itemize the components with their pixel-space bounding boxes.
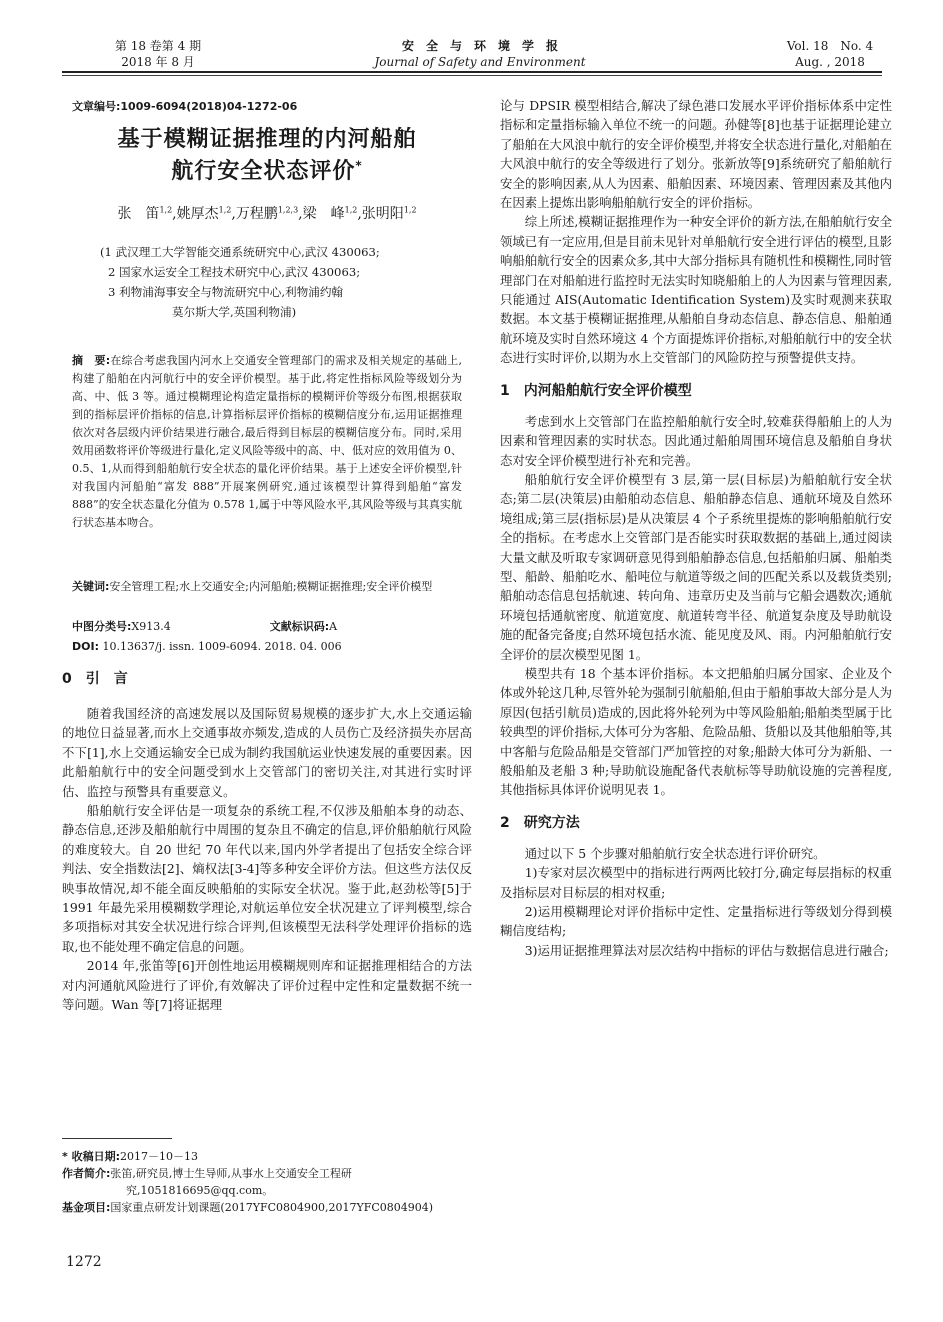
paper-title bbox=[62, 124, 472, 188]
article-number: 文章编号:1009-6094(2018)04-1272-06 bbox=[72, 100, 298, 113]
author-affil-mark: 1,2 bbox=[344, 205, 358, 215]
affiliation-line: 2 国家水运安全工程技术研究中心,武汉 430063; bbox=[108, 265, 361, 279]
author-affil-mark: 1,2 bbox=[159, 205, 173, 215]
author-name: 张 笛 bbox=[117, 206, 160, 222]
journal-name-cn: 安 全 与 环 境 学 报 bbox=[401, 39, 558, 53]
received-date: 2017－10－13 bbox=[119, 1150, 198, 1163]
header-rule-thin bbox=[62, 75, 882, 76]
clc-label: 中图分类号: bbox=[72, 620, 132, 633]
paragraph: 随着我国经济的高速发展以及国际贸易规模的逐步扩大,水上交通运输的地位日益显著,而水上交通事故亦频发,造成的人员伤亡及经济损失亦居高不下[1],水上交通运输安全已成为制约我国航运业快速发展的重要因素。因此船舶航行中的安全问题受到水上交管部门的密切关注,对其进行实时评估、监控与预警具有重要意义。 bbox=[62, 706, 472, 799]
author-name: 张明阳 bbox=[361, 206, 404, 222]
paragraph: 3)运用证据推理算法对层次结构中指标的评估与数据信息进行融合; bbox=[524, 942, 889, 958]
section-heading-method: 2 研究方法 bbox=[500, 814, 580, 831]
author-name: 姚厚杰 bbox=[176, 206, 219, 222]
doi-value: 10.13637/j. issn. 1009-6094. 2018. 04. 006 bbox=[102, 640, 342, 653]
page-number: 1272 bbox=[66, 1254, 102, 1270]
header-rule bbox=[62, 71, 882, 73]
doi bbox=[72, 638, 462, 656]
paragraph: 船舶航行安全评价模型有 3 层,第一层(目标层)为船舶航行安全状态;第二层(决策层)由船舶动态信息、船舶静态信息、通航环境及自然环境组成;第三层(指标层)是从决策层 4 个子系统里提炼的影响船舶航行安全的指标。在考虑水上交管部门是否能实时获取数据的基础上,通过阅读大量文献及听取专家调研意见得到船舶静态信息,包括船舶归属、船舶类型、船龄、船舶吃水、船吨位与航道等级之间的匹配关系以及载货类别;船舶动态信息包括航速、转向角、违章历史及当前与它船会遇数次;通航环境包括通航密度、航道宽度、航道转弯半径、航道复杂度及导助航设施的配备完备度;自然环境包括水流、能见度及风、雨。内河船舶航行安全评价的层次模型见图 1。 bbox=[500, 471, 892, 662]
journal-issue bbox=[98, 38, 218, 70]
issue-date: 2018 年 8 月 bbox=[121, 55, 195, 69]
journal-volume-en bbox=[770, 38, 890, 70]
abstract bbox=[72, 352, 462, 532]
left-column bbox=[62, 668, 472, 1015]
title-line-1: 基于模糊证据推理的内河船舶 bbox=[117, 127, 417, 152]
paragraph: 考虑到水上交管部门在监控船舶航行安全时,较难获得船舶上的人为因素和管理因素的实时状态。因此通过船舶周围环境信息及船舶自身状态对安全评价模型进行补充和完善。 bbox=[500, 413, 892, 468]
section-heading-intro: 0 引 言 bbox=[62, 671, 128, 687]
author-bio-label: 作者简介: bbox=[62, 1167, 111, 1180]
abstract-label: 摘 要: bbox=[72, 354, 111, 367]
doi-label: DOI: bbox=[72, 640, 99, 653]
author-name: 梁 峰 bbox=[302, 206, 345, 222]
footnote-author bbox=[62, 1165, 472, 1199]
affiliations bbox=[100, 242, 450, 322]
paragraph: 论与 DPSIR 模型相结合,解决了绿色港口发展水平评价指标体系中定性指标和定量指标输入单位不统一的问题。孙健等[8]也基于证据理论建立了船舶在大风浪中航行的安全评价模型,并将安全状态进行量化,对船舶在大风浪中航行的安全等级进行了划分。张新放等[9]系统研究了船舶航行安全的影响因素,从人为因素、船舶因素、环境因素、管理因素及其他内在因素上提炼出影响船舶航行安全的评价指标。 bbox=[500, 98, 892, 211]
paragraph: 2014 年,张笛等[6]开创性地运用模糊规则库和证据推理相结合的方法对内河通航风险进行了评价,有效解决了评价过程中定性和定量数据不统一等问题。Wan 等[7]将证据理 bbox=[62, 958, 472, 1013]
footnote-fund bbox=[62, 1199, 472, 1216]
fund-value: 国家重点研发计划课题(2017YFC0804900,2017YFC0804904) bbox=[110, 1201, 434, 1214]
author-affil-mark: 1,2,3 bbox=[277, 205, 299, 215]
paragraph: 通过以下 5 个步骤对船舶航行安全状态进行评价研究。 bbox=[524, 845, 826, 861]
author-affil-mark: 1,2 bbox=[403, 205, 417, 215]
title-footnote-mark: * bbox=[355, 158, 363, 173]
keywords bbox=[72, 578, 462, 596]
journal-name bbox=[330, 38, 630, 70]
author-list: 张 笛$^{1,2}$,姚厚杰$^{1,2}$,万程鹏$^{1,2,3}$,梁 峰$^{1,2}$,张明阳$^{1,2}$ bbox=[117, 205, 417, 222]
affiliation-line: (1 武汉理工大学智能交通系统研究中心,武汉 430063; bbox=[100, 245, 380, 259]
doc-code-label: 文献标识码: bbox=[269, 620, 330, 633]
title-line-2 bbox=[62, 156, 472, 188]
issue-volume: 第 18 卷第 4 期 bbox=[114, 39, 202, 53]
section-heading-model: 1 内河船舶航行安全评价模型 bbox=[500, 382, 692, 399]
paragraph: 模型共有 18 个基本评价指标。本文把船舶归属分国家、企业及个体或外轮这几种,尽管外轮为强制引航船舶,但由于船舶事故大部分是人为原因(包括引航员)造成的,因此将外轮列为中等风险船舶;船舶类型属于比较典型的评价指标,大体可分为客船、危险品船、货船以及其他船舶等,其中客船与危险品船是交管部门严加管控的对象;船龄大体可分为新船、一般船舶及老船 3 种;导助航设施配备代表航标等导助航设施的完善程度,其他指标具体评价说明见表 1。 bbox=[500, 665, 892, 798]
volume-number: Vol. 18 No. 4 bbox=[786, 39, 874, 53]
footnote-rule bbox=[62, 1138, 172, 1139]
right-column bbox=[500, 96, 892, 960]
journal-name-en: Journal of Safety and Environment bbox=[374, 55, 586, 69]
paragraph: 1)专家对层次模型中的指标进行两两比较打分,确定每层指标的权重及指标层对目标层的相对权重; bbox=[500, 865, 892, 900]
paragraph: 2)运用模糊理论对评价指标中定性、定量指标进行等级划分得到模糊信度结构; bbox=[500, 904, 892, 939]
paragraph: 船舶航行安全评估是一项复杂的系统工程,不仅涉及船舶本身的动态、静态信息,还涉及船舶航行中周围的复杂且不确定的信息,评价船舶航行风险的难度较大。自 20 世纪 70 年代以来,国内外学者提出了包括安全综合评判法、安全指数法[2]、熵权法[3-4]等多种安全评价方法。但这些方法仅反映事故情况,却不能全面反映船舶的实际安全状况。鉴于此,赵劲松等[5]于 1991 年最先采用模糊数学理论,对航运单位安全状况建立了评判模型,综合多项指标对其安全状况进行综合评判,但该模型无法科学处理评价指标的选取,也不能处理不确定信息的问题。 bbox=[62, 803, 472, 954]
keywords-text: 安全管理工程;水上交通安全;内河船舶;模糊证据推理;安全评价模型 bbox=[109, 580, 433, 593]
abstract-text: 在综合考虑我国内河水上交通安全管理部门的需求及相关规定的基础上,构建了船舶在内河航行中的安全评价模型。基于此,将定性指标风险等级划分为高、中、低 3 等。通过模糊理论构造定量指标的模糊评价等级分布图,根据获取到的指标层评价指标的信息,计算指标层评价指标的模糊信度分布,运用证据推理依次对各层级内评价结果进行融合,最后得到目标层的模糊信度分布。同时,采用效用函数将评价等级进行量化,定义风险等级中的高、中、低对应的效用值为 0、0.5、1,从而得到船舶航行安全状态的量化评价结果。基于上述安全评价模型,针对我国内河船舶“富发 888”开展案例研究,通过该模型计算得到船舶“富发 888”的安全状态量化分值为 0.578 1,属于中等风险水平,其风险等级与其真实航行状态基本吻合。 bbox=[72, 354, 462, 529]
author-name: 万程鹏 bbox=[235, 206, 278, 222]
title-line-2-text: 航行安全状态评价 bbox=[171, 159, 356, 184]
received-label: * 收稿日期: bbox=[62, 1150, 120, 1163]
volume-date: Aug. , 2018 bbox=[795, 55, 865, 69]
paragraph: 综上所述,模糊证据推理作为一种安全评价的新方法,在船舶航行安全领域已有一定应用,但是目前未见针对单船航行安全进行评估的模型,且影响船舶航行安全的因素众多,其中大部分指标具有随机性和模糊性,同时管理部门在对船舶进行监控时无法实时知晓船舶上的人为因素与管理因素,只能通过 AIS(Automatic Identification System)及实时观测来获取数据。本文基于模糊证据推理,从船舶自身动态信息、静态信息、船舶通航环境及实时自然环境这 4 个方面提炼评价指标,对船舶航行中的安全状态进行实时评价,以期为水上交管部门的风险防控与预警提供支持。 bbox=[500, 214, 893, 366]
classification bbox=[72, 618, 462, 636]
fund-label: 基金项目: bbox=[62, 1201, 111, 1214]
doc-code-value: A bbox=[329, 620, 338, 633]
keywords-label: 关键词: bbox=[72, 580, 110, 593]
footnote-received bbox=[62, 1148, 472, 1165]
author-bio: 张笛,研究员,博士生导师,从事水上交通安全工程研究,1051816695@qq.com。 bbox=[110, 1167, 352, 1197]
footnotes bbox=[62, 1148, 472, 1216]
affiliation-line: 莫尔斯大学,英国利物浦) bbox=[172, 305, 297, 319]
affiliation-line: 3 利物浦海事安全与物流研究中心,利物浦约翰 bbox=[108, 285, 344, 299]
author-affil-mark: 1,2 bbox=[218, 205, 232, 215]
clc-value: X913.4 bbox=[131, 620, 171, 633]
